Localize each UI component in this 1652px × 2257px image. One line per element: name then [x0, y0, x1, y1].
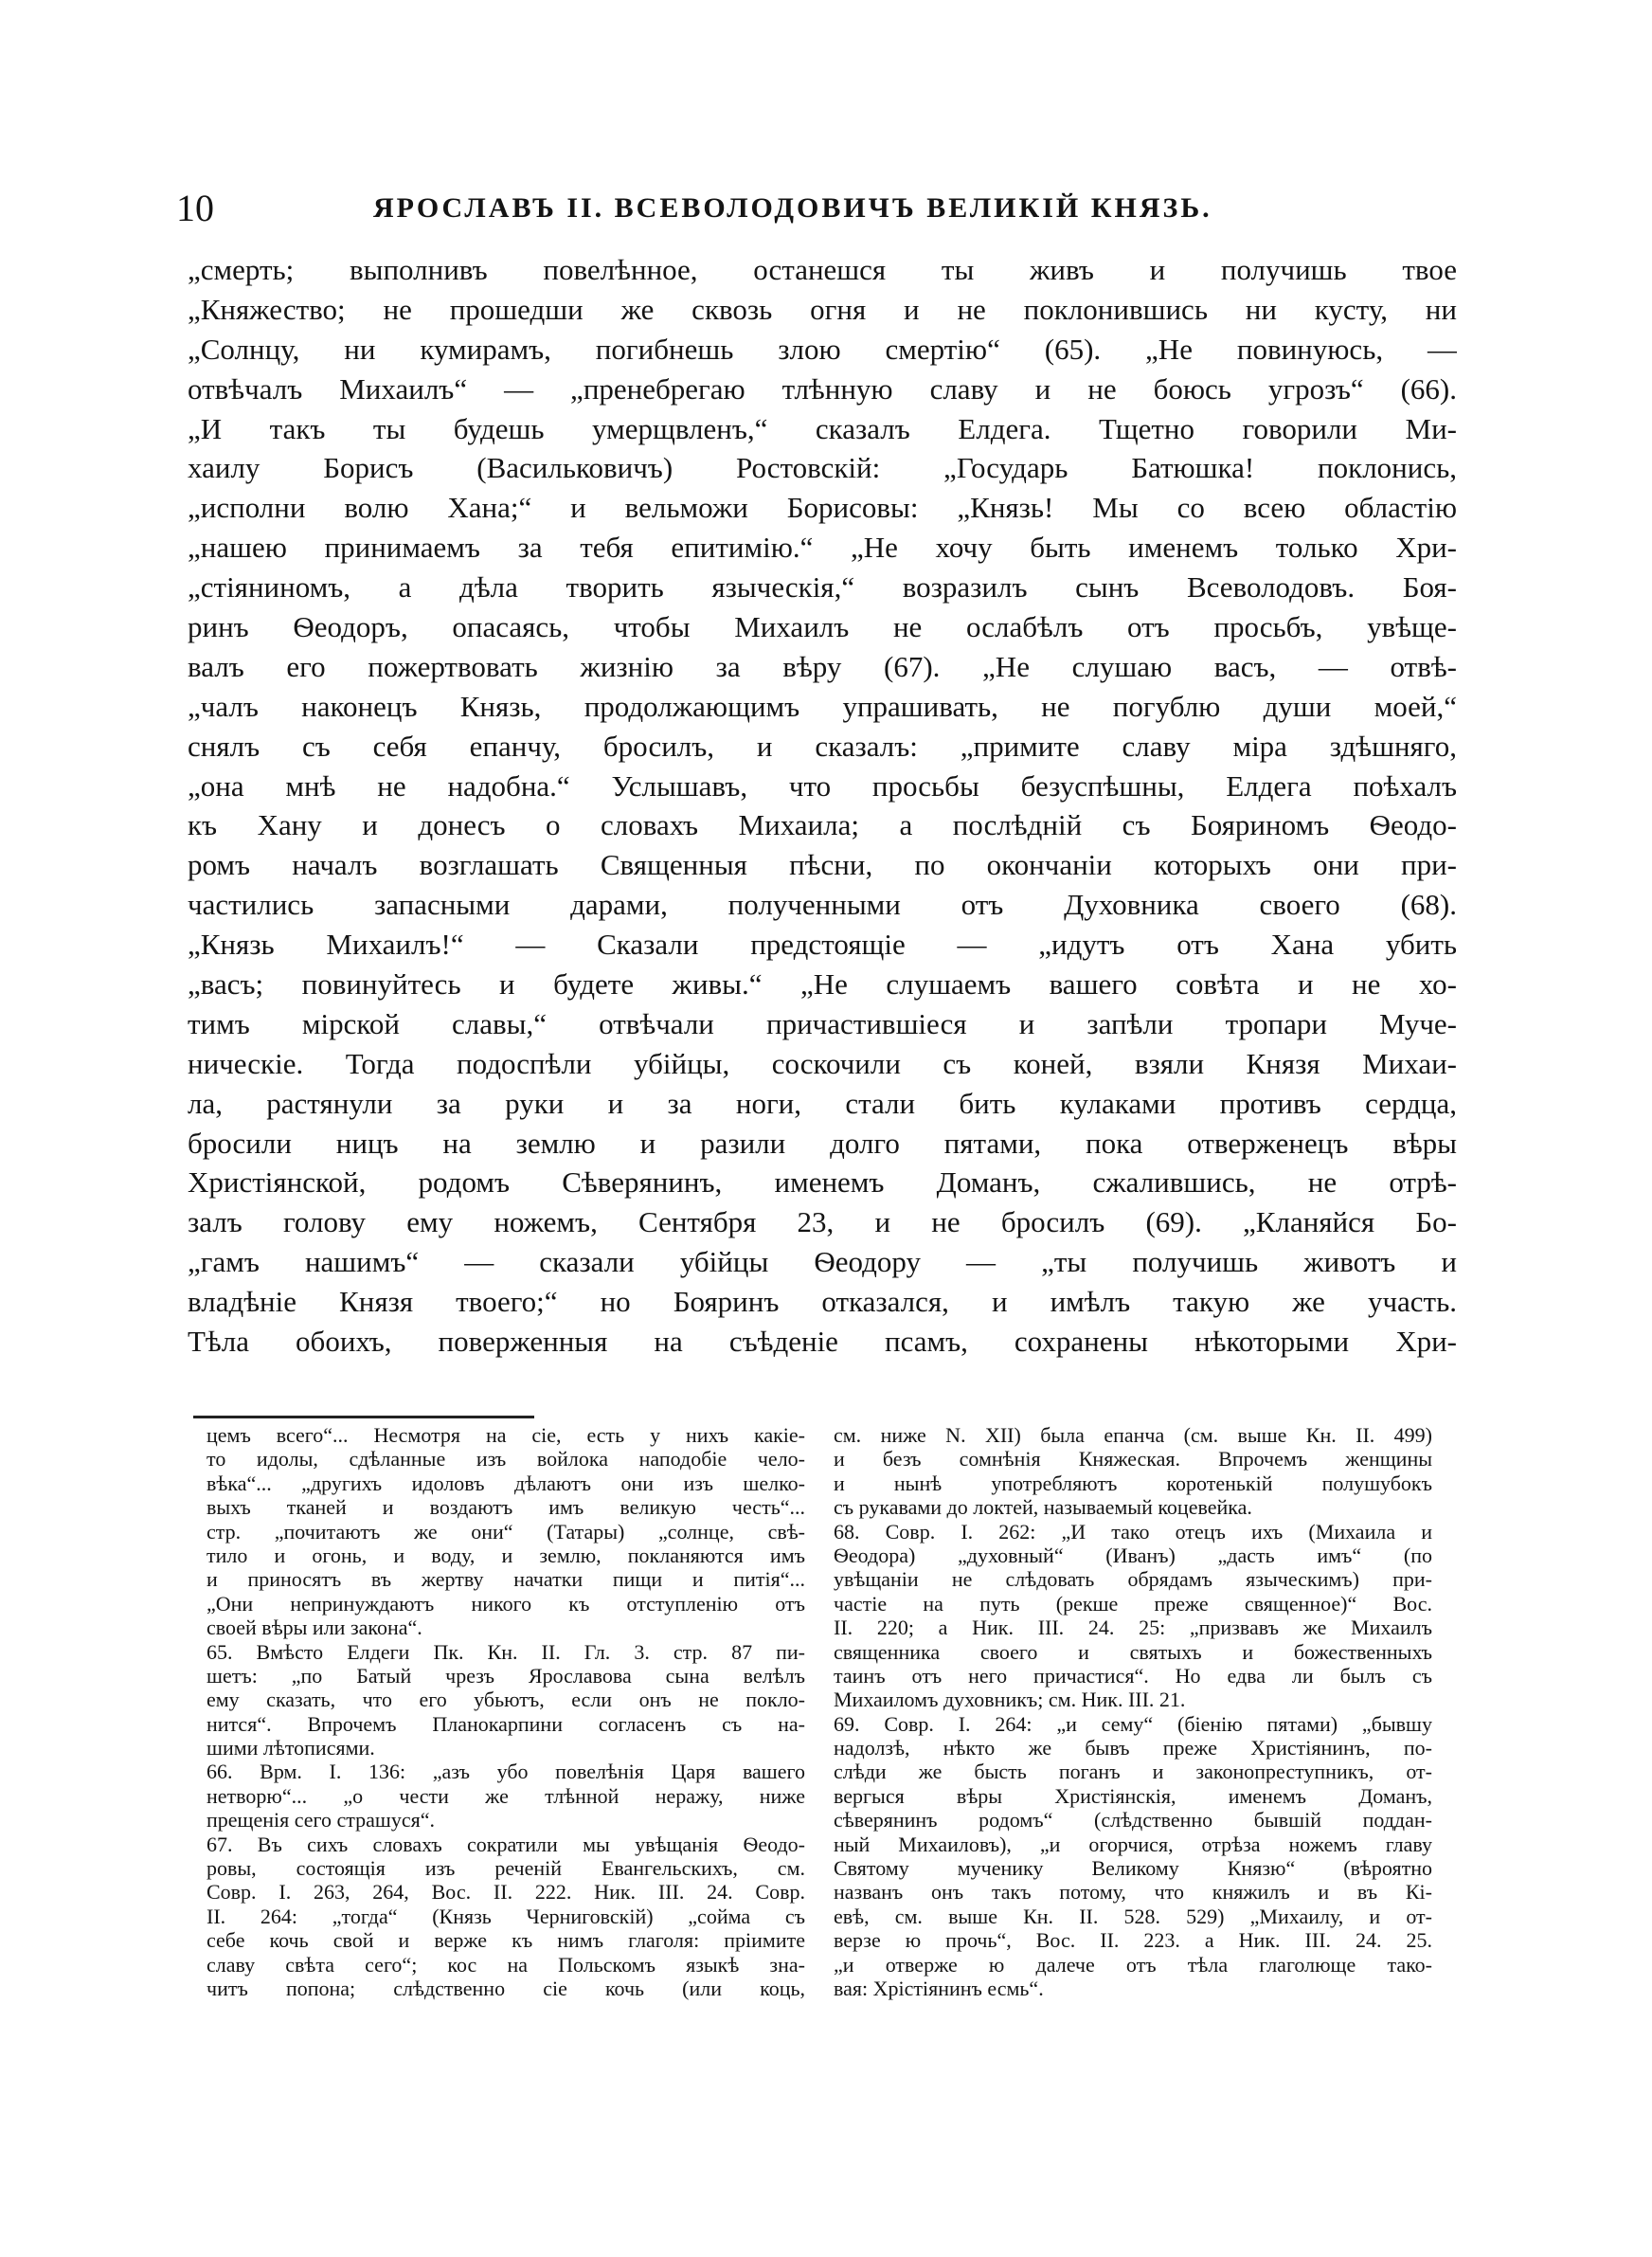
- footnote-line: 67. Въ сихъ словахъ сократили мы увѣщанія Ѳеодо-: [206, 1832, 805, 1856]
- footnote-line: слѣди же бысть поганъ и законопреступникъ, от-: [834, 1760, 1432, 1784]
- footnote-line: 66. Врм. I. 136: „азъ убо повелѣнія Царя вашего: [206, 1760, 805, 1784]
- footnote-line: цемъ всего“... Несмотря на сіе, есть у нихъ какіе-: [206, 1423, 805, 1447]
- text-line: валъ его пожертвовать жизнію за вѣру (67). „Не слушаю васъ, — отвѣ-: [188, 649, 1457, 683]
- text-line: „смерть; выполнивъ повелѣнное, останешся ты живъ и получишь твое: [188, 253, 1457, 286]
- footnote-line: тило и огонь, и воду, и землю, покланяются имъ: [206, 1543, 805, 1567]
- footnote-line: славу свѣта сего“; кос на Польскомъ языкѣ зна-: [206, 1952, 805, 1977]
- footnote-line: себе кочь свой и верже къ нимъ глаголя: пріимите: [206, 1928, 805, 1953]
- footnote-line: вергыся вѣры Христіянскія, именемъ Доманъ,: [834, 1783, 1432, 1808]
- footnote-line: II. 220; а Ник. III. 24. 25: „призвавъ же Михаилъ: [834, 1616, 1432, 1640]
- text-line: частились запасными дарами, полученными отъ Духовника своего (68).: [188, 888, 1457, 922]
- footnote-line: Ѳеодора) „духовный“ (Иванъ) „дасть имъ“ (по: [834, 1543, 1432, 1567]
- text-line: „Солнцу, ни кумирамъ, погибнешь злою смертію“ (65). „Не повинуюсь, —: [188, 332, 1457, 366]
- footnote-line: съ рукавами до локтей, называемый коцевейка.: [834, 1495, 1252, 1520]
- footnote-line: верзе ю прочь“, Вос. II. 223. а Ник. III. 24. 25.: [834, 1928, 1432, 1953]
- footnote-line: 68. Совр. I. 262: „И тако отецъ ихъ (Михаила и: [834, 1519, 1432, 1544]
- footnote-line: нетворю“... „о чести же тлѣнной неражу, ниже: [206, 1783, 805, 1808]
- footnote-line: увѣщаніи не слѣдовать обрядамъ языческимъ) при-: [834, 1567, 1432, 1592]
- footnote-line: и приносятъ въ жертву начатки пищи и питія“...: [206, 1567, 805, 1592]
- footnotes-left-column: [206, 1423, 805, 2000]
- text-line: „васъ; повинуйтесь и будете живы.“ „Не слушаемъ вашего совѣта и не хо-: [188, 967, 1457, 1002]
- footnote-line: евѣ, см. выше Кн. II. 528. 529) „Михаилу, и от-: [834, 1904, 1432, 1928]
- footnote-line: Михаиломъ духовникъ; см. Ник. III. 21.: [834, 1688, 1186, 1712]
- text-line: снялъ съ себя епанчу, бросилъ, и сказалъ: „примите славу міра здѣшняго,: [188, 729, 1457, 763]
- footnote-line: Святому мученику Великому Князю“ (вѣроятно: [834, 1856, 1432, 1881]
- text-line: ла, растянули за руки и за ноги, стали бить кулаками противъ сердца,: [188, 1086, 1457, 1120]
- footnote-line: вая: Хрістіянинъ есмь“.: [834, 1976, 1044, 2000]
- page-number: 10: [176, 187, 214, 229]
- footnote-line: шетъ: „по Батый чрезъ Ярославова сына велѣлъ: [206, 1663, 805, 1688]
- text-line: отвѣчалъ Михаилъ“ — „пренебрегаю тлѣнную славу и не боюсь угрозъ“ (66).: [188, 371, 1457, 406]
- text-line: залъ голову ему ножемъ, Сентября 23, и не бросилъ (69). „Кланяйся Бо-: [188, 1205, 1457, 1239]
- footnote-line: ему сказать, что его убьютъ, если онъ не покло-: [206, 1688, 805, 1712]
- footnote-line: частіе на путь (рекше преже священное)“ Вос.: [834, 1591, 1432, 1616]
- page-header: [176, 186, 1450, 243]
- footnote-line: II. 264: „тогда“ (Князь Черниговскій) „сойма съ: [206, 1904, 805, 1928]
- footnote-line: стр. „почитаютъ же они“ (Татары) „солнце, свѣ-: [206, 1519, 805, 1544]
- footnote-line: то идолы, сдѣланные изъ войлока наподобіе чело-: [206, 1447, 805, 1472]
- text-line: „исполни волю Хана;“ и вельможи Борисовы: „Князь! Мы со всею областію: [188, 491, 1457, 525]
- footnote-line: ный Михаиловъ), „и огорчися, отрѣза ножемъ главу: [834, 1832, 1432, 1856]
- text-line: ринъ Ѳеодоръ, опасаясь, чтобы Михаилъ не ослабѣлъ отъ просьбъ, увѣще-: [188, 610, 1457, 644]
- footnote-line: сѣверянинъ родомъ“ (слѣдственно бывшій поддан-: [834, 1808, 1432, 1833]
- text-line: „стіяниномъ, а дѣла творить языческія,“ возразилъ сынъ Всеволодовъ. Боя-: [188, 570, 1457, 605]
- footnote-line: см. ниже N. XII) была епанча (см. выше Кн. II. 499): [834, 1423, 1432, 1447]
- footnote-separator: [193, 1416, 534, 1418]
- footnote-line: 69. Совр. I. 264: „и сему“ (біенію пятами) „бывшу: [834, 1711, 1432, 1736]
- footnote-line: прещенія сего страшуся“.: [206, 1808, 436, 1833]
- footnote-line: „и отверже ю далече отъ тѣла глаголюще тако-: [834, 1952, 1432, 1977]
- footnote-line: выхъ тканей и воздаютъ имъ великую честь“...: [206, 1495, 805, 1520]
- footnote-line: ровы, состоящія изъ реченій Евангельскихъ, см.: [206, 1856, 805, 1881]
- text-line: ническіе. Тогда подоспѣли убійцы, соскочили съ коней, взяли Князя Михаи-: [188, 1046, 1457, 1080]
- footnote-line: надолзѣ, нѣкто же бывъ преже Христіянинъ, по-: [834, 1736, 1432, 1760]
- footnote-line: и безъ сомнѣнія Княжеская. Впрочемъ женщины: [834, 1447, 1432, 1472]
- footnote-line: вѣка“... „другихъ идоловъ дѣлаютъ они изъ шелко-: [206, 1471, 805, 1495]
- footnote-line: нится“. Впрочемъ Планокарпини согласенъ съ на-: [206, 1711, 805, 1736]
- footnote-line: и нынѣ употребляютъ коротенькій полушубокъ: [834, 1471, 1432, 1495]
- text-line: бросили ницъ на землю и разили долго пятами, пока отверженецъ вѣры: [188, 1126, 1457, 1160]
- text-line: „она мнѣ не надобна.“ Услышавъ, что просьбы безуспѣшны, Елдега поѣхалъ: [188, 768, 1457, 803]
- footnote-line: читъ попона; слѣдственно сіе кочь (или коць,: [206, 1976, 805, 2000]
- footnote-line: священника своего и святыхъ и божественныхъ: [834, 1639, 1432, 1664]
- text-line: „нашею принимаемъ за тебя епитимію.“ „Не хочу быть именемъ только Хри-: [188, 531, 1457, 565]
- footnote-line: своей вѣры или закона“.: [206, 1616, 422, 1640]
- footnote-line: названъ онъ такъ потому, что княжилъ и въ Кі-: [834, 1880, 1432, 1905]
- main-text: [188, 250, 1457, 1362]
- footnote-line: шими лѣтописями.: [206, 1736, 375, 1760]
- text-line: „Князь Михаилъ!“ — Сказали предстоящіе — „идутъ отъ Хана убить: [188, 928, 1457, 962]
- footnote-line: „Они непринуждаютъ никого къ отступленію отъ: [206, 1591, 805, 1616]
- text-line: къ Хану и донесъ о словахъ Михаила; а послѣдній съ Бояриномъ Ѳеодо-: [188, 808, 1457, 842]
- text-line: владѣніе Князя твоего;“ но Бояринъ отказался, и имѣлъ такую же участь.: [188, 1285, 1457, 1319]
- running-title: ЯРОСЛАВЪ II. ВСЕВОЛОДОВИЧЪ ВЕЛИКІЙ КНЯЗЬ.: [373, 192, 1212, 224]
- text-line: Тѣла обоихъ, поверженныя на съѣденіе псамъ, сохранены нѣкоторыми Хри-: [188, 1325, 1457, 1359]
- text-line: Христіянской, родомъ Сѣверянинъ, именемъ Доманъ, сжалившись, не отрѣ-: [188, 1165, 1457, 1200]
- text-line: „И такъ ты будешь умерщвленъ,“ сказалъ Елдега. Тщетно говорили Ми-: [188, 411, 1457, 445]
- footnote-line: таинъ отъ него причастися“. Но едва ли былъ съ: [834, 1663, 1432, 1688]
- footnotes-right-column: [834, 1423, 1432, 2000]
- text-line: хаилу Борисъ (Васильковичъ) Ростовскій: „Государь Батюшка! поклонись,: [188, 451, 1457, 485]
- footnote-line: 65. Вмѣсто Елдеги Пк. Кн. II. Гл. 3. стр. 87 пи-: [206, 1639, 805, 1664]
- text-line: „гамъ нашимъ“ — сказали убійцы Ѳеодору — „ты получишь животъ и: [188, 1245, 1457, 1279]
- text-line: тимъ мірской славы,“ отвѣчали причастившіеся и запѣли тропари Муче-: [188, 1006, 1457, 1040]
- text-line: „чалъ наконецъ Князь, продолжающимъ упрашивать, не погублю души моей,“: [188, 689, 1457, 723]
- text-line: „Княжество; не прошедши же сквозь огня и не поклонившись ни кусту, ни: [188, 292, 1457, 326]
- footnote-line: Совр. I. 263, 264, Вос. II. 222. Ник. III. 24. Совр.: [206, 1880, 805, 1905]
- text-line: ромъ началъ возглашать Священныя пѣсни, по окончаніи которыхъ они при-: [188, 848, 1457, 882]
